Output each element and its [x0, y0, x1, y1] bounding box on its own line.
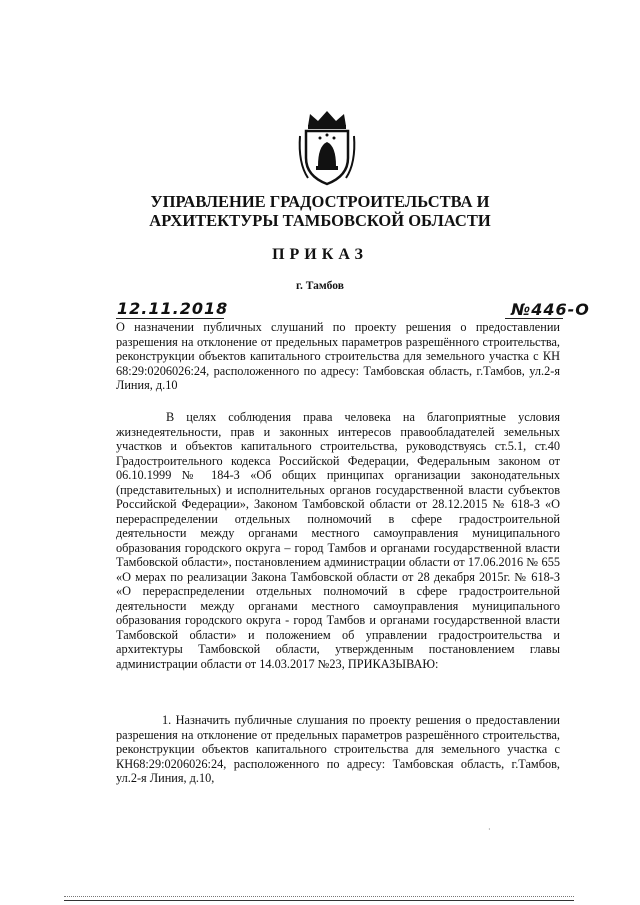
scan-mark: · — [488, 825, 491, 834]
date-underline — [116, 318, 224, 319]
order-item-1: 1. Назначить публичные слушания по проекту решения о предоставлении разрешения на отклонение от предельных параметров разрешённого строительства, реконструкции объектов капитального строительства для земельного участка с КН68:29:0206026:24, расположенного по адресу: Тамбовская область, г.Тамбов, ул.2-я Линия, д.10, — [116, 713, 560, 785]
order-subject: О назначении публичных слушаний по проекту решения о предоставлении разрешения на отклонение от предельных параметров разрешённого строительства, реконструкции объектов капитального строительства для земельного участка с КН 68:29:0206026:24, расположенного по адресу: Тамбовская область, г.Тамбов, ул.2-я Линия, д.10 — [116, 320, 560, 392]
department-title: УПРАВЛЕНИЕ ГРАДОСТРОИТЕЛЬСТВА И АРХИТЕКТУРЫ ТАМБОВСКОЙ ОБЛАСТИ — [149, 192, 491, 230]
city-label: г. Тамбов — [296, 280, 344, 292]
scan-edge-line — [64, 900, 574, 901]
tambov-coat-of-arms-icon — [296, 108, 358, 188]
document-type-title: ПРИКАЗ — [272, 246, 368, 263]
handwritten-date: 12.11.2018 — [117, 299, 229, 318]
number-underline — [505, 318, 563, 319]
preamble-paragraph: В целях соблюдения права человека на благоприятные условия жизнедеятельности, прав и законных интересов правообладателей земельных участков и объектов капитального строительства, руководствуясь ст.5.1, ст.40 Градостроительного кодекса Российской Федерации, Федеральным законом от 06.10.1999 № 184-З «Об общих принципах организации законодательных (представительных) и исполнительных органов государственной власти субъектов Российской Федерации», Законом Тамбовской области от 28.12.2015 № 618-З «О перераспределении отдельных полномочий в сфере градостроительной деятельности между органами местного самоуправления муниципального образования городского округа – город Тамбов и органами государственной власти Тамбовской области», постановлением администрации области от 17.06.2016 № 655 «О мерах по реализации Закона Тамбовской области от 28 декабря 2015г. № 618-З «О перераспределении отдельных полномочий в сфере градостроительной деятельности между органами местного самоуправления муниципального образования городского округа - город Тамбов и органами государственной власти Тамбовской области» и положением об управлении градостроительства и архитектуры Тамбовской области, утвержденным постановлением главы администрации области от 14.03.2017 №23, ПРИКАЗЫВАЮ: — [116, 410, 560, 671]
handwritten-order-number: №446-О — [511, 300, 590, 319]
scan-edge-dotted — [64, 896, 574, 897]
